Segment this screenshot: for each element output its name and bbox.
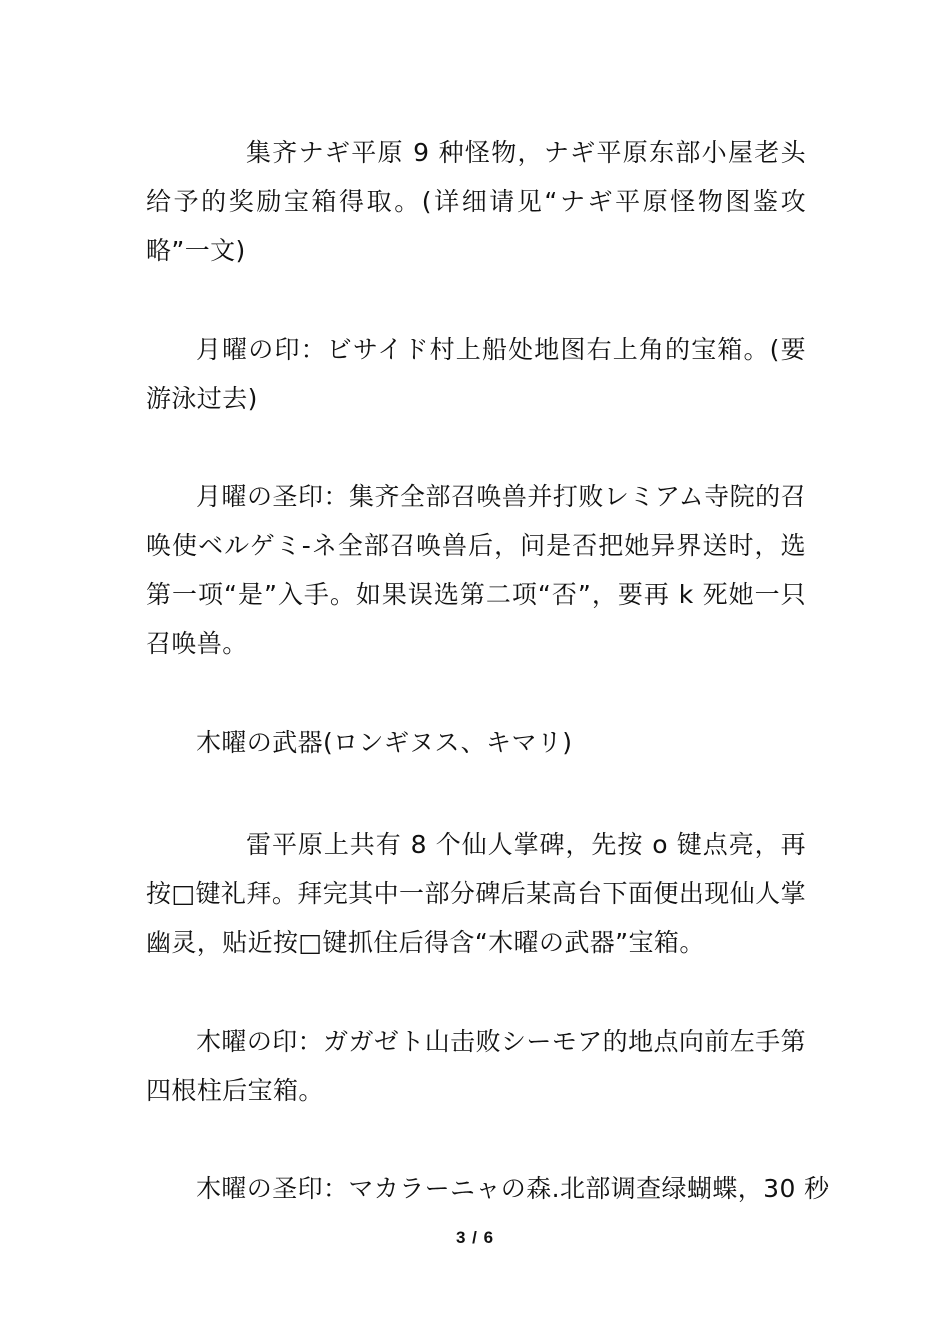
page-number: 3 / 6 xyxy=(455,1228,495,1247)
paragraph-moon-crest: 月曜の印：ビサイド村上船处地图右上角的宝箱。(要游泳过去) xyxy=(146,335,806,413)
paragraph-moon-sigil: 月曜の圣印：集齐全部召唤兽并打败レミアム寺院的召唤使ベルゲミ-ネ全部召唤兽后，问是否把她异界送时，选第一项“是”入手。如果误选第二项“否”，要再 k 死她一只召唤兽。 xyxy=(146,482,806,658)
paragraph-naghi-plains-monsters: 集齐ナギ平原 9 种怪物，ナギ平原东部小屋老头给予的奖励宝箱得取。(详细请见“ナギ平原怪物图鉴攻略”一文) xyxy=(146,138,806,265)
paragraph-cactuar-stones: 雷平原上共有 8 个仙人掌碑，先按 o 键点亮，再按□键礼拜。拜完其中一部分碑后某高台下面便出现仙人掌幽灵，贴近按□键抓住后得含“木曜の武器”宝箱。 xyxy=(146,830,806,957)
paragraph-jupiter-weapon-heading: 木曜の武器(ロンギヌス、キマリ) xyxy=(196,728,573,757)
paragraph-jupiter-crest: 木曜の印：ガガゼト山击败シーモア的地点向前左手第四根柱后宝箱。 xyxy=(146,1027,806,1105)
paragraph-jupiter-sigil: 木曜の圣印：マカラーニャの森.北部调查绿蝴蝶，30 秒 xyxy=(196,1174,830,1203)
